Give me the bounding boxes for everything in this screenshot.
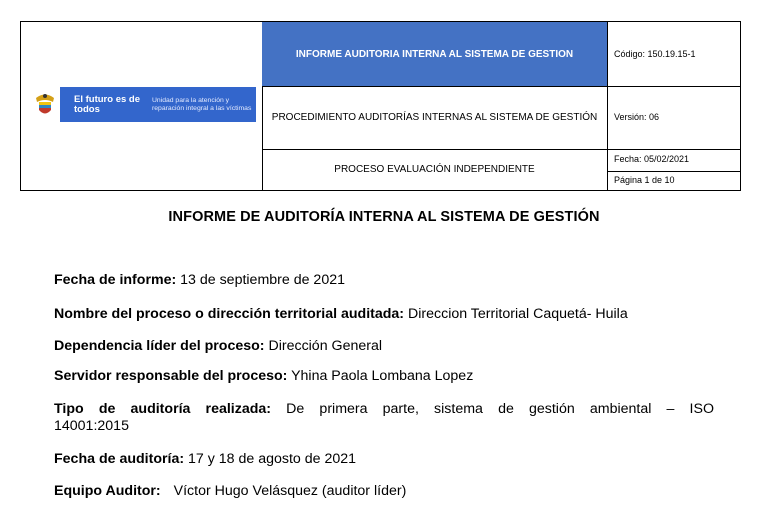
logo-tagline: Unidad para la atención y reparación integral a las víctimas xyxy=(152,96,252,112)
header-version: Versión: 06 xyxy=(614,112,660,122)
field-label: Fecha de informe: xyxy=(54,272,177,288)
header-code: Código: 150.19.15-1 xyxy=(614,49,696,59)
logo-motto: El futuro es de todos xyxy=(74,93,140,115)
field-value: 17 y 18 de agosto de 2021 xyxy=(184,451,357,467)
field-audit-type xyxy=(54,401,714,418)
header-date: Fecha: 05/02/2021 xyxy=(614,154,690,164)
field-value: Dirección General xyxy=(264,338,383,354)
document-title: INFORME DE AUDITORÍA INTERNA AL SISTEMA DE GESTIÓN xyxy=(168,209,600,225)
institution-logo xyxy=(30,87,256,122)
header-page: Página 1 de 10 xyxy=(614,175,675,185)
field-report-date xyxy=(54,272,714,289)
field-value: 13 de septiembre de 2021 xyxy=(176,272,345,288)
coat-of-arms-icon xyxy=(30,87,60,122)
field-value: De primera parte, sistema de gestión ambiental – ISO xyxy=(286,401,714,417)
field-lead-dependency xyxy=(54,338,714,355)
header-process: PROCESO EVALUACIÓN INDEPENDIENTE xyxy=(334,164,535,175)
field-audit-date xyxy=(54,451,714,468)
field-label: Tipo de auditoría realizada: xyxy=(54,401,272,417)
field-value: Direccion Territorial Caquetá- Huila xyxy=(404,306,628,322)
field-audit-team xyxy=(54,483,714,500)
header-title: INFORME AUDITORIA INTERNA AL SISTEMA DE GESTION xyxy=(262,22,607,86)
field-label: Nombre del proceso o dirección territorial auditada: xyxy=(54,306,405,322)
field-value: Víctor Hugo Velásquez (auditor líder) xyxy=(173,483,407,499)
document-header-table xyxy=(20,21,741,191)
field-audit-type-continued xyxy=(54,418,714,435)
field-label: Equipo Auditor: xyxy=(54,483,161,499)
field-label: Servidor responsable del proceso: xyxy=(54,368,288,384)
field-responsible xyxy=(54,368,714,385)
header-divider xyxy=(607,171,740,172)
field-value: Yhina Paola Lombana Lopez xyxy=(287,368,474,384)
field-label: Dependencia líder del proceso: xyxy=(54,338,265,354)
field-value: 14001:2015 xyxy=(54,418,129,434)
header-procedure: PROCEDIMIENTO AUDITORÍAS INTERNAS AL SISTEMA DE GESTIÓN xyxy=(271,111,598,123)
field-process-name xyxy=(54,306,714,323)
field-label: Fecha de auditoría: xyxy=(54,451,185,467)
header-divider xyxy=(607,22,608,190)
